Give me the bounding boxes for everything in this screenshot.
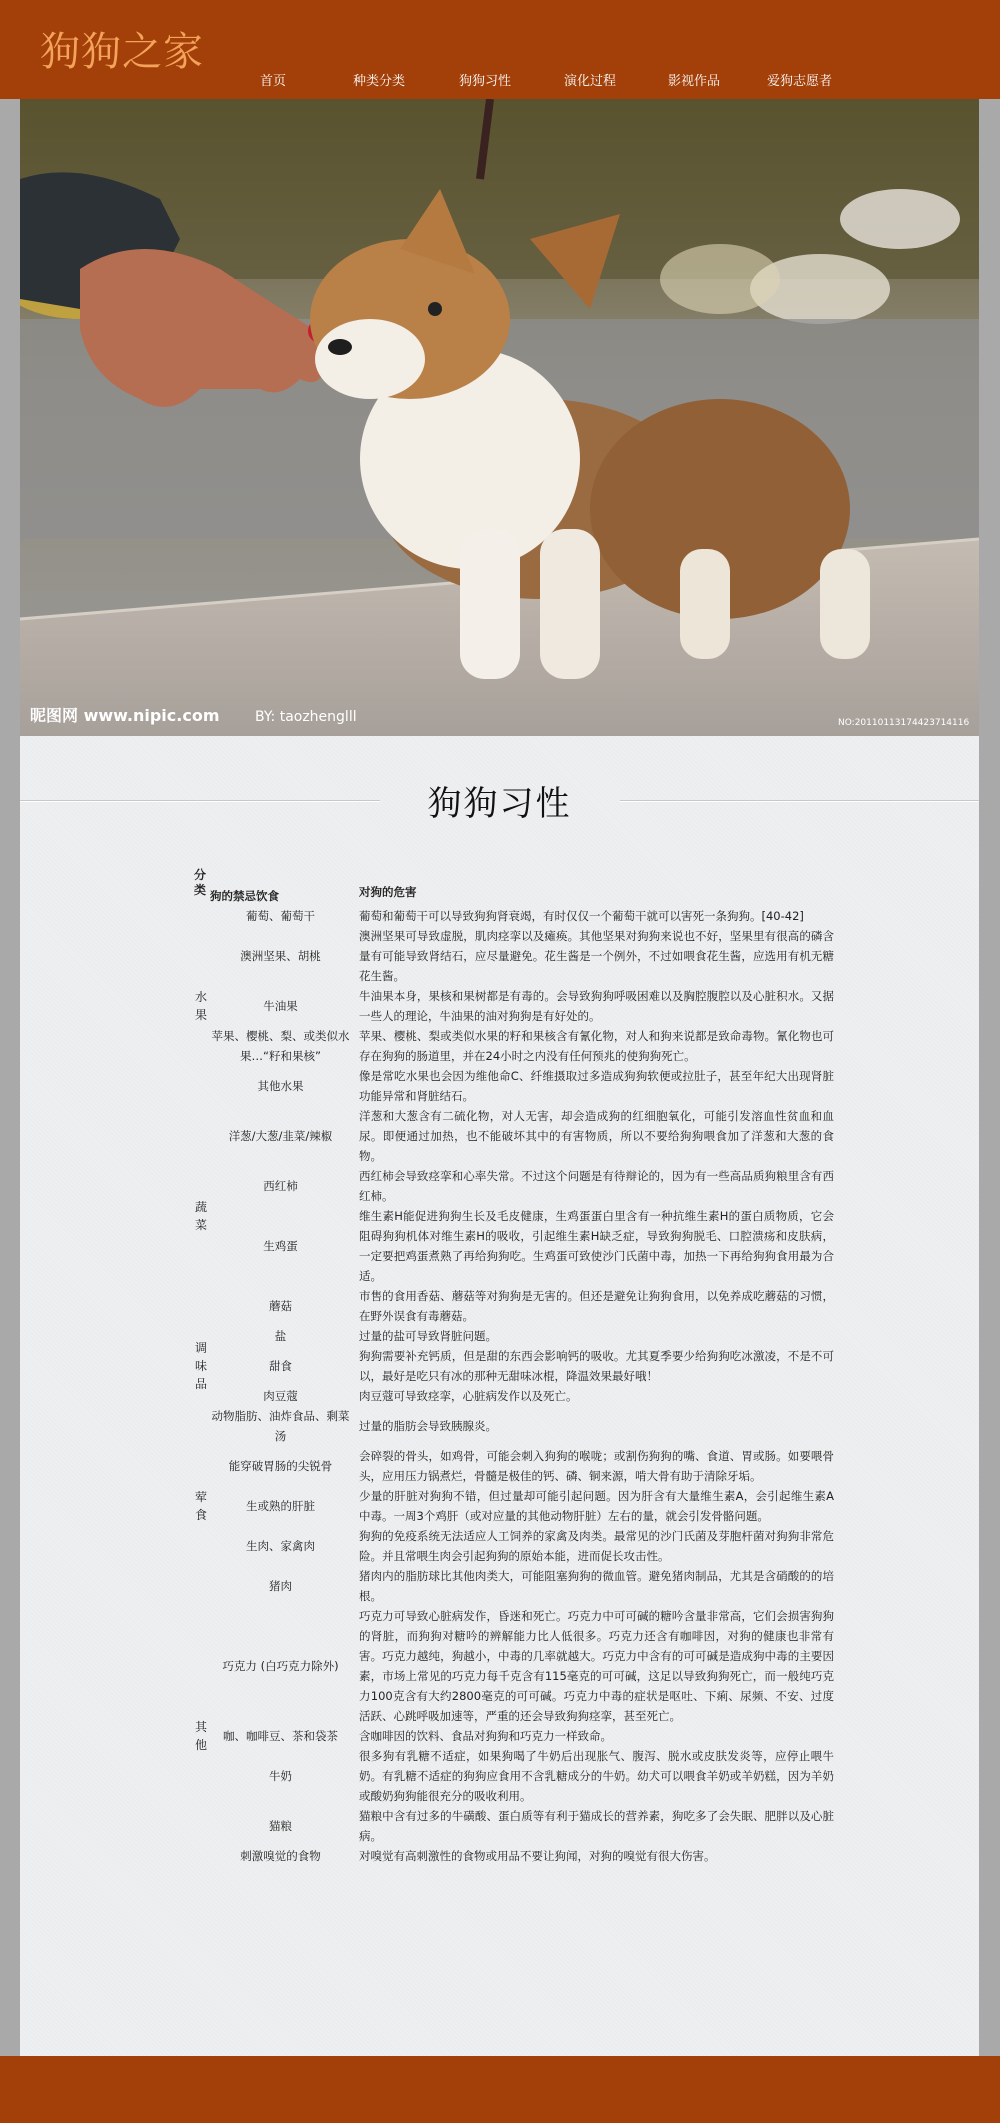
table-row (194, 1066, 834, 1106)
nav-home[interactable]: 首页 (260, 74, 287, 89)
hero-image (20, 99, 979, 736)
harm-cell: 猪肉内的脂肪球比其他肉类大，可能阻塞狗狗的微血管。避免猪肉制品，尤其是含硝酸的的培根。 (359, 1569, 834, 1603)
nav-volunteers[interactable]: 爱狗志愿者 (767, 74, 833, 89)
watermark-author: BY: taozhenglll (255, 709, 357, 725)
table-row (194, 926, 834, 986)
food-cell: 盐 (274, 1329, 287, 1343)
food-cell: 刺激嗅觉的食物 (240, 1849, 321, 1863)
harm-cell: 维生素H能促进狗狗生长及毛皮健康，生鸡蛋蛋白里含有一种抗维生素H的蛋白质物质，它会阻碍狗狗机体对维生素H的吸收，引起维生素H缺乏症，导致狗狗脱毛、口腔溃疡和皮肤病，一定要把鸡蛋煮熟了再给狗狗吃。生鸡蛋可致使沙门氏菌中毒，加热一下再给狗狗食用最为合适。 (359, 1209, 834, 1283)
table-row (194, 1106, 834, 1166)
harm-cell: 狗狗需要补充钙质，但是甜的东西会影响钙的吸收。尤其夏季要少给狗狗吃冰激凌，不是不可以，最好是吃只有冰的那种无甜味冰棍，降温效果最好哦！ (359, 1349, 834, 1383)
harm-cell: 西红柿会导致痉挛和心率失常。不过这个问题是有待辩论的，因为有一些高品质狗粮里含有西红柿。 (359, 1169, 834, 1203)
main-nav (0, 70, 1000, 90)
harm-cell: 过量的盐可导致肾脏问题。 (359, 1329, 497, 1343)
nav-habits[interactable]: 狗狗习性 (459, 74, 512, 89)
header-category: 分类 (194, 868, 207, 897)
food-cell: 咖、咖啡豆、茶和袋茶 (223, 1729, 338, 1743)
harm-cell: 洋葱和大葱含有二硫化物，对人无害，却会造成狗的红细胞氧化，可能引发溶血性贫血和血尿。即便通过加热，也不能破坏其中的有害物质，所以不要给狗狗喂食加了洋葱和大葱的食物。 (359, 1109, 834, 1163)
harm-cell: 少量的肝脏对狗狗不错，但过量却可能引起问题。因为肝含有大量维生素A，会引起维生素A中毒。一周3个鸡肝（或对应量的其他动物肝脏）左右的量，就会引发骨骼问题。 (359, 1489, 834, 1523)
harm-cell: 过量的脂肪会导致胰腺炎。 (359, 1419, 497, 1433)
harm-cell: 巧克力可导致心脏病发作，昏迷和死亡。巧克力中可可碱的糖吟含量非常高，它们会损害狗狗的肾脏，而狗狗对糖吟的辨解能力比人低很多。巧克力还含有咖啡因，对狗的健康也非常有害。巧克力越纯，狗越小，中毒的几率就越大。巧克力中含有的可可碱是造成狗中毒的主要因素，市场上常见的巧克力每千克含有115毫克的可可碱，这足以导致狗狗死亡，而一般纯巧克力100克含有大约2800毫克的可可碱。巧克力中毒的症状是呕吐、下痢、尿频、不安、过度活跃、心跳呼吸加速等，严重的还会导致狗狗痉挛，甚至死亡。 (359, 1609, 834, 1723)
category-cell: 蔬菜 (194, 1200, 207, 1232)
harm-cell: 很多狗有乳糖不适症，如果狗喝了牛奶后出现胀气、腹泻、脱水或皮肤发炎等，应停止喂牛奶。有乳糖不适症的狗狗应食用不含乳糖成分的牛奶。幼犬可以喂食羊奶或羊奶糕，因为羊奶或酸奶狗狗能很充分的吸收利用。 (359, 1749, 834, 1803)
table-row (194, 1326, 834, 1346)
table-row (194, 1346, 834, 1386)
food-cell: 葡萄、葡萄干 (246, 909, 315, 923)
food-cell: 猫粮 (269, 1819, 292, 1833)
site-logo[interactable]: 狗狗之家 (40, 29, 204, 75)
harm-cell: 澳洲坚果可导致虚脱，肌肉痉挛以及瘫痪。其他坚果对狗狗来说也不好，坚果里有很高的磷含量有可能导致肾结石，应尽量避免。花生酱是一个例外，不过如喂食花生酱，应选用有机无糖花生酱。 (359, 929, 834, 983)
food-cell: 巧克力 (白巧克力除外) (222, 1659, 339, 1673)
harm-cell: 葡萄和葡萄干可以导致狗狗肾衰竭，有时仅仅一个葡萄干就可以害死一条狗狗。[40-42] (359, 909, 804, 923)
site-header (0, 0, 1000, 99)
table-row (194, 1386, 834, 1406)
table-row (194, 1166, 834, 1206)
food-cell: 苹果、樱桃、梨、或类似水果…“籽和果核” (211, 1029, 350, 1063)
header-food: 狗的禁忌饮食 (210, 889, 279, 903)
watermark-id: NO:20110113174423714116 (838, 718, 970, 728)
table-row (194, 1746, 834, 1806)
food-cell: 蘑菇 (269, 1299, 292, 1313)
food-cell: 其他水果 (257, 1079, 304, 1093)
harm-cell: 像是常吃水果也会因为维他命C、纤维摄取过多造成狗狗软便或拉肚子，甚至年纪大出现肾脏功能异常和肾脏结石。 (359, 1069, 834, 1103)
table-row (194, 1526, 834, 1566)
nav-films[interactable]: 影视作品 (668, 74, 721, 89)
nav-breeds[interactable]: 种类分类 (353, 74, 406, 89)
table-header-row (194, 866, 834, 906)
table-row (194, 1726, 834, 1746)
watermark-site: 昵图网 www.nipic.com (30, 706, 220, 725)
category-cell: 其他 (194, 1720, 207, 1752)
corgi-puppy-photo (20, 99, 979, 736)
nav-evolution[interactable]: 演化过程 (564, 74, 617, 89)
category-cell: 荤食 (194, 1490, 207, 1522)
food-cell: 猪肉 (269, 1579, 292, 1593)
food-cell: 动物脂肪、油炸食品、剩菜汤 (211, 1409, 350, 1443)
food-cell: 生鸡蛋 (263, 1239, 298, 1253)
food-cell: 牛奶 (269, 1769, 292, 1783)
table-row (194, 1806, 834, 1846)
food-cell: 生肉、家禽肉 (246, 1539, 315, 1553)
food-cell: 洋葱/大葱/韭菜/辣椒 (228, 1129, 333, 1143)
site-footer (0, 2056, 1000, 2123)
category-cell: 水果 (194, 990, 207, 1022)
forbidden-food-table (194, 866, 834, 1866)
header-harm: 对狗的危害 (359, 885, 417, 899)
table-row (194, 1446, 834, 1486)
harm-cell: 狗狗的免疫系统无法适应人工饲养的家禽及肉类。最常见的沙门氏菌及芽胞杆菌对狗狗非常危险。并且常喂生肉会引起狗狗的原始本能，进而促长攻击性。 (359, 1529, 834, 1563)
category-cell: 调味品 (194, 1341, 207, 1391)
harm-cell: 对嗅觉有高刺激性的食物或用品不要让狗闻，对狗的嗅觉有很大伤害。 (359, 1849, 716, 1863)
harm-cell: 肉豆蔻可导致痉挛，心脏病发作以及死亡。 (359, 1389, 578, 1403)
table-row (194, 1406, 834, 1446)
main-content (20, 736, 979, 2056)
table-row (194, 1206, 834, 1286)
table-row (194, 986, 834, 1026)
table-row (194, 1286, 834, 1326)
harm-cell: 苹果、樱桃、梨或类似水果的籽和果核含有氰化物，对人和狗来说都是致命毒物。氰化物也可存在狗狗的肠道里，并在24小时之内没有任何预兆的使狗狗死亡。 (359, 1029, 834, 1063)
harm-cell: 猫粮中含有过多的牛磺酸、蛋白质等有利于猫成长的营养素，狗吃多了会失眠、肥胖以及心脏病。 (359, 1809, 834, 1843)
harm-cell: 会碎裂的骨头，如鸡骨，可能会刺入狗狗的喉咙；或割伤狗狗的嘴、食道、胃或肠。如要喂骨头，应用压力锅煮烂，骨髓是极佳的钙、磷、铜来源，啃大骨有助于清除牙垢。 (359, 1449, 834, 1483)
food-cell: 牛油果 (263, 999, 298, 1013)
harm-cell: 牛油果本身，果核和果树都是有毒的。会导致狗狗呼吸困难以及胸腔腹腔以及心脏积水。又据一些人的理论，牛油果的油对狗狗是有好处的。 (359, 989, 834, 1023)
page-title: 狗狗习性 (427, 784, 572, 824)
food-cell: 生或熟的肝脏 (246, 1499, 315, 1513)
table-row (194, 1026, 834, 1066)
harm-cell: 含咖啡因的饮料、食品对狗狗和巧克力一样致命。 (359, 1729, 612, 1743)
harm-cell: 市售的食用香菇、蘑菇等对狗狗是无害的。但还是避免让狗狗食用，以免养成吃蘑菇的习惯，在野外误食有毒蘑菇。 (359, 1289, 834, 1323)
section-title-row (20, 766, 979, 826)
food-cell: 肉豆蔻 (263, 1389, 298, 1403)
title-divider-right (620, 800, 979, 802)
food-cell: 澳洲坚果、胡桃 (240, 949, 321, 963)
food-cell: 能穿破胃肠的尖锐骨 (228, 1459, 333, 1473)
food-cell: 西红柿 (263, 1179, 298, 1193)
food-cell: 甜食 (269, 1359, 292, 1373)
table-row (194, 1566, 834, 1606)
table-row (194, 906, 834, 926)
table-row (194, 1486, 834, 1526)
table-row (194, 1846, 834, 1866)
table-row (194, 1606, 834, 1726)
